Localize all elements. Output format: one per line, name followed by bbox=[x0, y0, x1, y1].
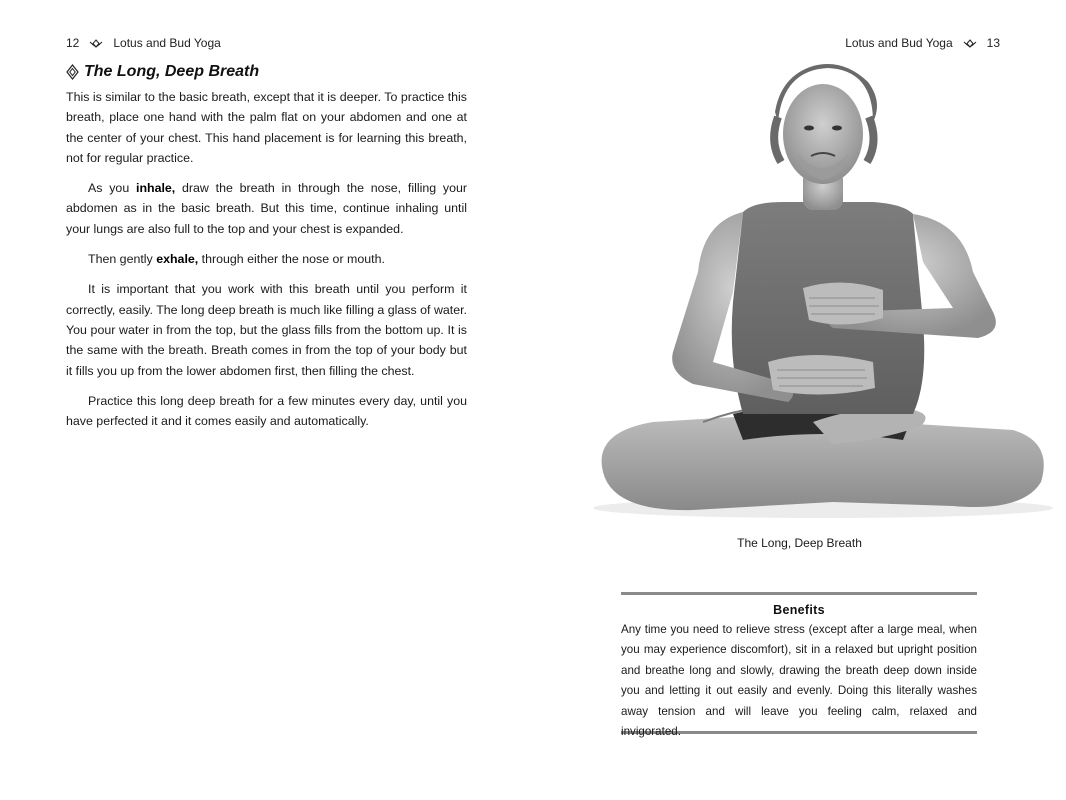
paragraph-text: Then gently bbox=[88, 252, 157, 267]
bold-term-inhale: inhale, bbox=[136, 181, 176, 196]
benefits-title: Benefits bbox=[773, 603, 825, 617]
page-number-right: 13 bbox=[986, 36, 1000, 50]
benefits-box bbox=[621, 592, 977, 739]
lotus-ornament-icon bbox=[89, 39, 103, 48]
section-title: The Long, Deep Breath bbox=[84, 63, 260, 80]
bold-term-exhale: exhale, bbox=[156, 252, 199, 267]
meditation-photo bbox=[583, 62, 1053, 520]
paragraph-text: draw the breath in through the nose, filling your abdomen as in the basic breath. But this time, continue inhaling until your lungs are also full to the top and your chest is expanded. bbox=[66, 181, 467, 236]
photo-caption-text: The Long, Deep Breath bbox=[737, 536, 862, 550]
paragraph-text: This is similar to the basic breath, except that it is deeper. To practice this breath, place one hand with the palm flat on your abdomen and one at the center of your chest. This hand placement is for learning this breath, not for regular practice. bbox=[66, 90, 467, 165]
section-title-row bbox=[66, 63, 259, 81]
page-number-left: 12 bbox=[66, 36, 80, 50]
paragraph-3 bbox=[66, 249, 467, 269]
paragraph-5 bbox=[66, 391, 467, 432]
right-page bbox=[533, 0, 1066, 800]
paragraph-4 bbox=[66, 279, 467, 380]
running-head-left bbox=[66, 36, 221, 50]
running-head-right bbox=[845, 36, 1000, 50]
running-title-right: Lotus and Bud Yoga bbox=[845, 36, 953, 50]
diamond-icon bbox=[66, 64, 79, 80]
paragraph-2 bbox=[66, 178, 467, 239]
lotus-ornament-icon bbox=[963, 39, 977, 48]
running-title-left: Lotus and Bud Yoga bbox=[113, 36, 221, 50]
paragraph-text: Practice this long deep breath for a few minutes every day, until you have perfected it and it comes easily and automatically. bbox=[66, 393, 467, 429]
paragraph-text: It is important that you work with this breath until you perform it correctly, easily. The long deep breath is much like filling a glass of water. You pour water in from the top, but the glass fills from the bottom up. It is the same with the breath. Breath comes in from the top of your body but it fills you up from the lower abdomen first, then filling the chest. bbox=[66, 282, 467, 378]
body-text bbox=[66, 87, 467, 441]
paragraph-1 bbox=[66, 87, 467, 168]
paragraph-text: through either the nose or mouth. bbox=[198, 252, 385, 267]
photo-caption bbox=[533, 536, 1066, 550]
benefits-text: Any time you need to relieve stress (except after a large meal, when you may experience discomfort), sit in a relaxed but upright position and breathe long and slowly, drawing the breath deep down inside you and letting it out easily and evenly. Doing this literally washes away tension and will leave you feeling calm, relaxed and invigorated. bbox=[621, 623, 977, 739]
paragraph-text: As you bbox=[88, 181, 136, 196]
